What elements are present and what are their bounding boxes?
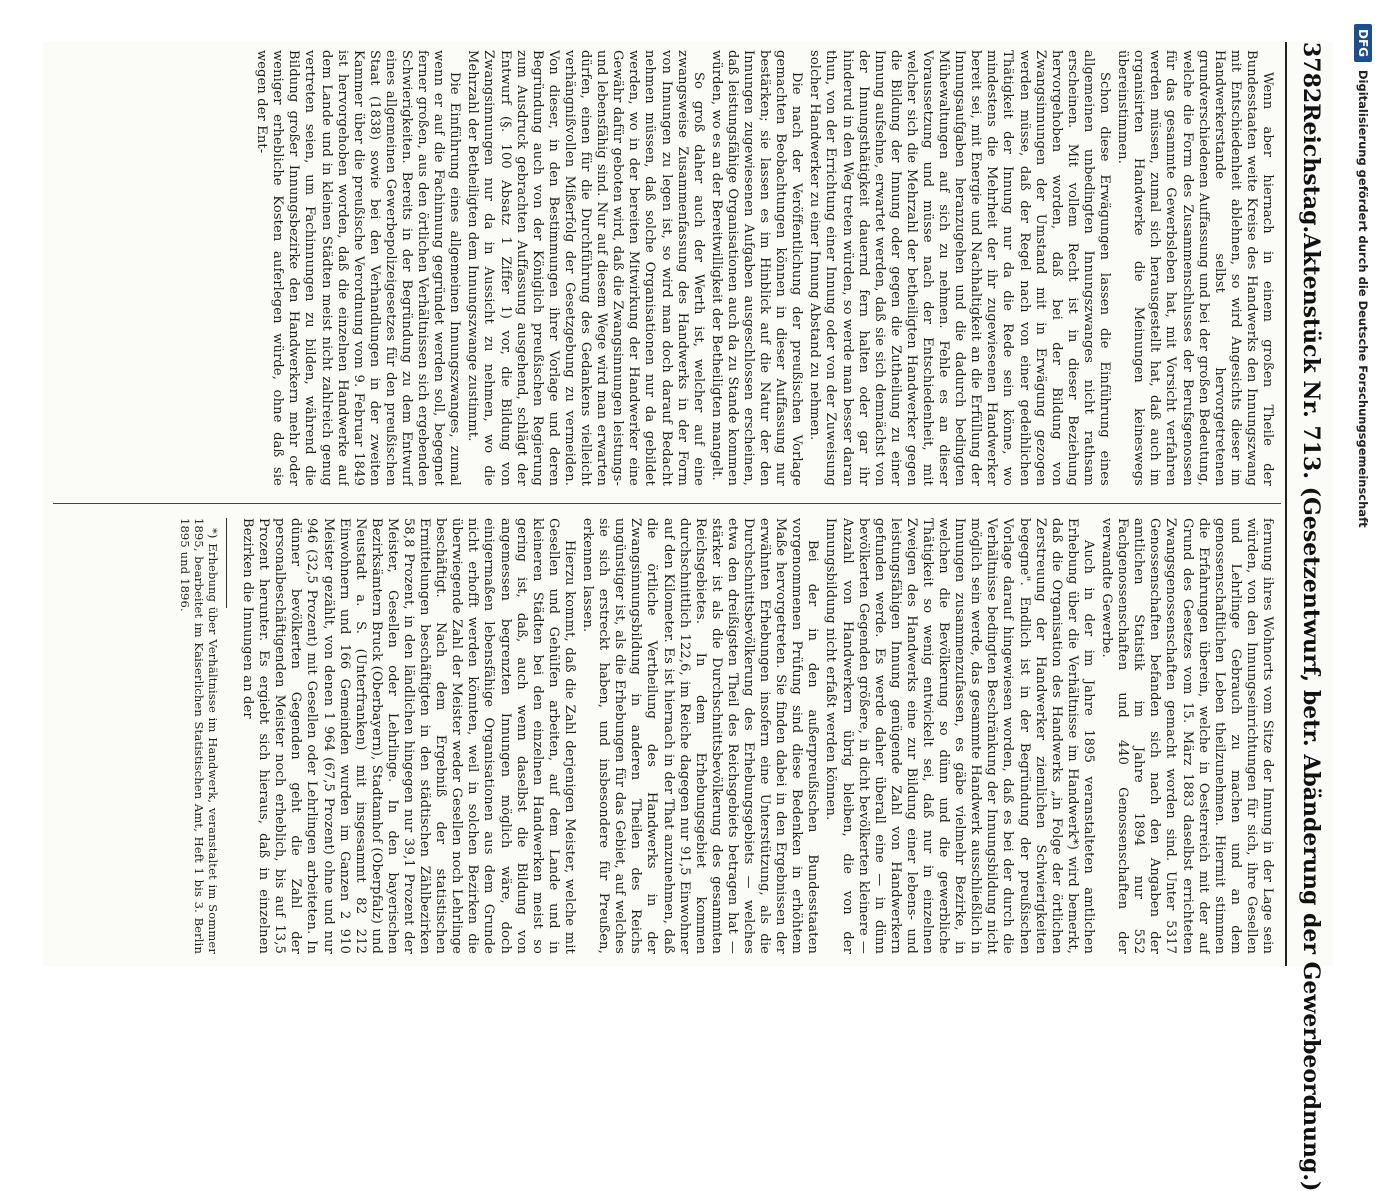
document-title: Aktenstück Nr. 713. (Gesetzentwurf, betr. Abänderung der Gewerbeordnung.) <box>1298 233 1324 1191</box>
column-divider <box>53 503 1281 504</box>
side-credit <box>1346 24 1380 684</box>
text-column-left <box>55 50 1275 486</box>
paragraph: Auch in der im Jahre 1895 veranstalteten amtlichen Erhebung über die Verhältnisse im Handwerk*) wird bemerkt, daß die Organisation des Handwerks „in Folge der örtlichen Zerstreuung der Handwerker ziemlichen Schwierigkeiten begegne". Endlich ist in der Begründung der preußischen Vorlage darauf hingewiesen worden, daß es bei der durch die Verhältnisse bedingten Beschränkung der Innungsbildung nicht möglich sein werde, das gesammte Handwerk ausschließlich in Innungen zusammenzufassen, es gäbe vielmehr Bezirke, in welchen die Bevölkerung so dünn und die gewerbliche Thätigkeit so wenig entwickelt sei, daß nur in einzelnen Zweigen des Handwerks eine zur Bildung einer lebens- und leistungsfähigen Innung genügende Zahl von Handwerkern gefunden werde. Es werde daher überall eine — in dünn bevölkerten Gegenden größere, in dicht bevölkerten kleinere — Anzahl von Handwerkern übrig bleiben, die von der Innungsbildung nicht erfaßt werden können. <box>823 518 1096 954</box>
dfg-logo: DFG <box>1354 24 1372 62</box>
paragraph: Wenn aber hiernach in einem großen Theile der Bundesstaaten weite Kreise des Handwerks den Innungszwang mit Entschiedenheit ablehnen, so wird Angesichts dieser im Handwerkerstande selbst hervorgetretenen grundverschiedenen Auffassung und bei der großen Bedeutung, welche die Form des Zusammenschlusses der Berufsgenossen für das gesammte Gewerbsleben hat, mit Vorsicht verfahren werden müssen, zumal sich herausgestellt hat, daß auch im organisirten Handwerke die Meinungen keineswegs übereinstimmen. <box>1115 50 1275 486</box>
paragraph: Die nach der Veröffentlichung der preußischen Vorlage gemachten Beobachtungen können in dieser Auffassung nur bestärken; sie lassen es im Hinblick auf die Natur der den Innungen zugewiesenen Aufgaben ausgeschlossen erscheinen, daß leistungsfähige Organisationen auch da zu Stande kommen würden, wo es an der Bereitwilligkeit der Betheiligten mangelt. <box>708 50 805 486</box>
running-head: Reichstag. <box>1298 103 1324 234</box>
paragraph: Hierzu kommt, daß die Zahl derjenigen Meister, welche mit Gesellen und Gehülfen arbeiten, auf dem Lande und in kleineren Städten bei den einzelnen Handwerken meist so gering ist, daß, auch wenn daselbst die Bildung von angemessen begrenzten Innungen möglich wäre, doch einigermaßen lebensfähige Organisationen aus dem Grunde nicht erhofft werden könnten, weil in solchen Bezirken die überwiegende Zahl der Meister weder Gesellen noch Lehrlinge beschäftigt. Nach dem Ergebniß der statistischen Ermittelungen beschäftigten in den städtischen Zählbezirken 58,8 Prozent, in den ländlichen hingegen nur 39,1 Prozent der Meister, Gesellen oder Lehrlinge. In den bayerischen Bezirksämtern Bruck (Oberbayern), Stadtamhof (Oberpfalz) und Neustadt a. S. (Unterfranken) mit insgesammt 82 212 Einwohnern und 166 Gemeinden wurden im Ganzen 2 910 Meister gezählt, von denen 1 964 (67,5 Prozent) ohne und nur 946 (32,5 Prozent) mit Gesellen oder Lehrlingen arbeiteten. In dünner bevölkerten Gegenden geht die Zahl der personalbeschäftigenden Meister noch erheblich, bis auf 13,5 Prozent herunter. Es ergiebt sich hieraus, daß in einzelnen Bezirken die Innungen an der <box>240 518 577 954</box>
header-rule <box>1285 42 1287 966</box>
paragraph: Schon diese Erwägungen lassen die Einführung eines allgemeinen unbedingten Innungszwanges nicht rathsam erscheinen. Mit vollem Recht ist in dieser Beziehung hervorgehoben worden, daß bei der Bildung von Zwangsinnungen der Umstand mit in Erwägung gezogen werden müsse, daß der Regel nach von einer gedeihlichen Thätigkeit der Innung nur da die Rede sein könne, wo mindestens die Mehrheit der ihr zugewiesenen Handwerker bereit sei, mit Energie und Nachhaltigkeit an die Erfüllung der Innungsaufgaben heranzugehen und die dadurch bedingten Mühewaltungen auf sich zu nehmen. Fehle es an dieser Voraussetzung und müsse nach der Entschiedenheit, mit welcher sich die Mehrzahl der betheiligten Handwerker gegen die Bildung der Innung oder gegen die Zutheilung zu einer Innung aufsehne, erwartet werden, daß sie sich demnächst von der Innungsthätigkeit dauernd fern halten oder gar ihr hinderud in den Weg treten würden, so werde man besser daran thun, von der Errichtung einer Innung oder von der Zuweisung solcher Handwerker zu einer Innung Abstand zu nehmen. <box>807 50 1113 486</box>
footnote: *) Erhebung über Verhältnisse im Handwerk, veranstaltet im Sommer 1895, bearbeitet im Kaiserlichen Statistischen Amt, Heft 1 bis 3. Berlin 1895 und 1896. <box>178 518 220 954</box>
paragraph: fernung ihres Wohnorts vom Sitze der Innung in der Lage sein würden, von den Innungseinrichtungen für sich, ihre Gesellen und Lehrlinge Gebrauch zu machen und an dem genossenschaftlichen Leben theilzunehmen. Hiermit stimmen die Erfahrungen überein, welche in Oesterreich mit der auf Grund des Gesetzes vom 15. März 1883 daselbst errichteten Zwangsgenossenschaften gemacht worden sind. Unter 5317 Genossenschaften befanden sich nach den Angaben der amtlichen Statistik im Jahre 1894 nur 552 Fachgenossenschaften und 440 Genossenschaften der verwandte Gewerbe. <box>1099 518 1275 954</box>
page-header <box>1289 42 1333 1191</box>
footnote-rule <box>226 518 227 608</box>
funding-credit: Digitalisierung gefördert durch die Deutsche Forschungsgemeinschaft <box>1356 70 1370 528</box>
paragraph: Die Einführung eines allgemeinen Innungszwanges, zumal wenn er auf die Fachinnung gegründet werden soll, begegnet ferner großen, aus den örtlichen Verhältnissen sich ergebenden Schwierigkeiten. Bereits in der Begründung zu dem Entwurf eines allgemeinen Gewerbepolizeigesetzes für den preußischen Staat (1838) sowie bei den Verhandlungen in der zweiten Kammer über die preußische Verordnung vom 9. Februar 1849 ist hervorgehoben worden, daß die einzelnen Handwerke auf dem Lande und in kleinen Städten meist nicht zahlreich genug vertreten seien, um Fachinnungen zu bilden, während die Bildung großer Innungsbezirke den Handwerkern mehr oder weniger erhebliche Kosten auferlegen würde, ohne daß sie wegen der Ent- <box>254 50 463 486</box>
scanned-page <box>43 42 1333 1191</box>
paragraph: So groß daher auch der Werth ist, welcher auf eine zwangsweise Zusammenfassung des Handwerks in der Form von Innungen zu legen ist, so wird man doch darauf Bedacht nehmen müssen, daß solche Organisationen nur da gebildet werden, wo in der bereiten Mitwirkung der Handwerker eine Gewähr dafür geboten wird, daß die Zwangsinnungen leistungs- und lebensfähig sind. Nur auf diesem Wege wird man erwarten dürfen, einen für die Durchführung des Gedankens vielleicht verhängnißvollen Mißerfolg der Gesetzgebung zu vermeiden. Von dieser, in den Bestimmungen ihrer Vorlage und deren Begründung auch von der Königlich preußischen Regierung zum Ausdruck gebrachten Auffassung ausgehend, schlägt der Entwurf (§. 100 Absatz 1 Ziffer 1) vor, die Bildung von Zwangsinnungen nur da in Aussicht zu nehmen, wo die Mehrzahl der Betheiligten dem Innungszwange zustimmt. <box>465 50 706 486</box>
text-column-right <box>55 518 1275 954</box>
page-number: 3782 <box>1298 42 1324 104</box>
paragraph: Bei der in den außerpreußischen Bundesstaaten vorgenommenen Prüfung sind diese Bedenken in erhöhtem Maße hervorgetreten. Sie finden dabei in den Ergebnissen der erwähnten Erhebungen insofern eine Unterstützung, als die Durchschnittsbevölkerung des Erhebungsgebiets — welches etwa den dreißigsten Theil des Reichsgebiets betragen hat — stärker ist als die Durchschnittsbevölkerung des gesammten Reichsgebietes. In dem Erhebungsgebiet kommen durchschnittlich 122,6, im Reiche dagegen nur 91,5 Einwohner auf den Kilometer. Es ist hiernach in der That anzunehmen, daß die örtliche Vertheilung des Handwerks in der Zwangsinnungsbildung in anderen Theilen des Reichs ungünstiger ist, als die Erhebungen für das Gebiet, auf welches sie sich erstreckt haben, und insbesondere für Preußen, erkennen lassen. <box>580 518 821 954</box>
